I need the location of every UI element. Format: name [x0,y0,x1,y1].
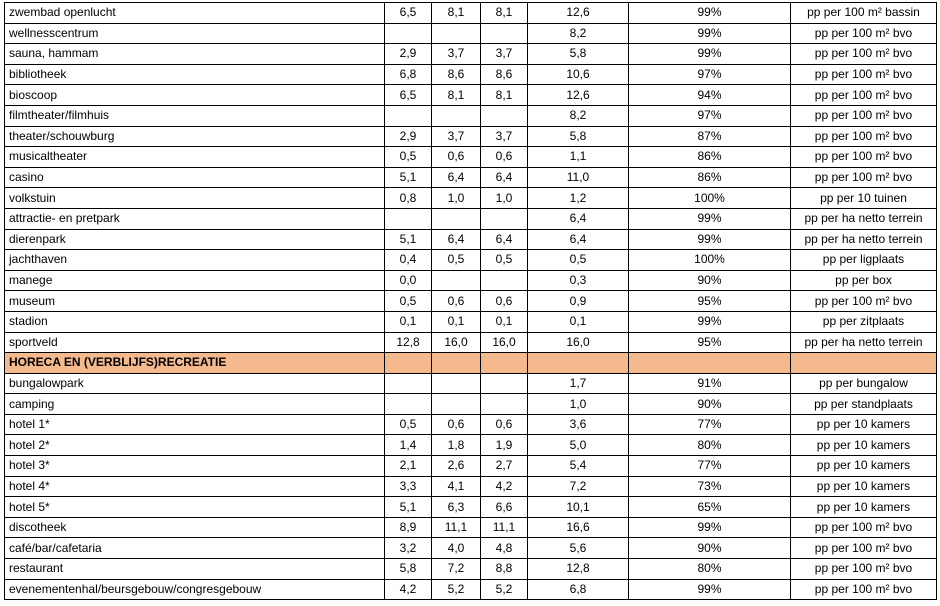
percentage-cell: 86% [629,167,791,188]
value-cell-2 [432,373,481,394]
value-cell-1: 4,2 [385,579,432,600]
percentage-cell: 99% [629,229,791,250]
value-cell-4: 0,9 [528,291,629,312]
value-cell-4: 5,8 [528,126,629,147]
unit-cell: pp per 100 m² bvo [791,105,937,126]
unit-cell: pp per 100 m² bvo [791,167,937,188]
value-cell-2: 4,0 [432,538,481,559]
percentage-cell: 99% [629,23,791,44]
value-cell-2: 1,8 [432,435,481,456]
function-cell: zwembad openlucht [5,3,385,24]
value-cell-4: 0,3 [528,270,629,291]
value-cell-3: 1,9 [481,435,528,456]
value-cell-1: 3,2 [385,538,432,559]
table-row [5,85,937,106]
value-cell-1 [385,394,432,415]
value-cell-4: 5,8 [528,44,629,65]
value-cell-4: 5,0 [528,435,629,456]
value-cell-1: 5,1 [385,497,432,518]
value-cell-1: 2,1 [385,456,432,477]
unit-cell: pp per 100 m² bvo [791,126,937,147]
function-cell: attractie- en pretpark [5,208,385,229]
function-cell: museum [5,291,385,312]
value-cell-1: 3,3 [385,476,432,497]
value-cell-1: 12,8 [385,332,432,353]
value-cell-2: 1,0 [432,188,481,209]
value-cell-3: 8,1 [481,85,528,106]
value-cell-4: 6,4 [528,229,629,250]
percentage-cell: 65% [629,497,791,518]
function-cell: bungalowpark [5,373,385,394]
value-cell-1: 1,4 [385,435,432,456]
function-cell: hotel 3* [5,456,385,477]
unit-cell: pp per ha netto terrein [791,229,937,250]
percentage-cell: 100% [629,188,791,209]
table-row [5,538,937,559]
value-cell-4: 6,8 [528,579,629,600]
unit-cell: pp per 100 m² bvo [791,147,937,168]
table-row [5,229,937,250]
unit-cell: pp per ha netto terrein [791,208,937,229]
table-row [5,559,937,580]
function-cell: restaurant [5,559,385,580]
function-cell: filmtheater/filmhuis [5,105,385,126]
function-cell: stadion [5,311,385,332]
function-cell: hotel 2* [5,435,385,456]
table-row [5,476,937,497]
value-cell-2: 5,2 [432,579,481,600]
percentage-cell: 99% [629,3,791,24]
value-cell-2: 0,1 [432,311,481,332]
value-cell-4: 12,6 [528,85,629,106]
value-cell-1: 0,0 [385,270,432,291]
value-cell-4: 1,2 [528,188,629,209]
value-cell-3 [481,394,528,415]
table-row [5,497,937,518]
value-cell-4: 0,5 [528,250,629,271]
unit-cell: pp per 10 kamers [791,456,937,477]
value-cell-4: 3,6 [528,414,629,435]
value-cell-3 [481,105,528,126]
value-cell-2: 3,7 [432,126,481,147]
value-cell-2: 3,7 [432,44,481,65]
percentage-cell: 99% [629,311,791,332]
function-cell: evenementenhal/beursgebouw/congresgebouw [5,579,385,600]
value-cell-2: 6,4 [432,167,481,188]
unit-cell: pp per 100 m² bvo [791,85,937,106]
value-cell-1 [385,23,432,44]
value-cell-3: 2,7 [481,456,528,477]
unit-cell: pp per 100 m² bvo [791,559,937,580]
value-cell-3: 8,8 [481,559,528,580]
value-cell-3: 6,4 [481,229,528,250]
value-cell-4: 5,6 [528,538,629,559]
table-row [5,188,937,209]
value-cell-1: 2,9 [385,126,432,147]
value-cell-1: 0,5 [385,414,432,435]
value-cell-1: 2,9 [385,44,432,65]
value-cell-3 [481,23,528,44]
table-row [5,414,937,435]
value-cell-1: 0,5 [385,147,432,168]
value-cell-2 [432,353,481,374]
unit-cell: pp per 100 m² bvo [791,538,937,559]
function-cell: discotheek [5,517,385,538]
function-cell: café/bar/cafetaria [5,538,385,559]
function-cell: manege [5,270,385,291]
percentage-cell: 90% [629,270,791,291]
value-cell-2: 11,1 [432,517,481,538]
unit-cell: pp per 10 kamers [791,497,937,518]
value-cell-3: 8,1 [481,3,528,24]
value-cell-1: 8,9 [385,517,432,538]
table-row [5,44,937,65]
unit-cell: pp per 10 kamers [791,414,937,435]
value-cell-1: 6,5 [385,85,432,106]
value-cell-1: 5,8 [385,559,432,580]
value-cell-4: 1,0 [528,394,629,415]
value-cell-1: 5,1 [385,167,432,188]
value-cell-3: 4,8 [481,538,528,559]
unit-cell: pp per 100 m² bvo [791,44,937,65]
table-row [5,332,937,353]
unit-cell: pp per 100 m² bvo [791,579,937,600]
function-cell: musicaltheater [5,147,385,168]
value-cell-4: 10,1 [528,497,629,518]
percentage-cell: 95% [629,291,791,312]
value-cell-3: 4,2 [481,476,528,497]
value-cell-1: 6,5 [385,3,432,24]
unit-cell: pp per box [791,270,937,291]
table-row [5,167,937,188]
value-cell-4: 16,0 [528,332,629,353]
percentage-cell: 77% [629,414,791,435]
unit-cell: pp per standplaats [791,394,937,415]
percentage-cell: 80% [629,559,791,580]
value-cell-1: 6,8 [385,64,432,85]
value-cell-3: 6,6 [481,497,528,518]
unit-cell: pp per 10 tuinen [791,188,937,209]
unit-cell: pp per 100 m² bvo [791,517,937,538]
value-cell-3: 11,1 [481,517,528,538]
percentage-cell: 73% [629,476,791,497]
value-cell-2 [432,105,481,126]
value-cell-3: 1,0 [481,188,528,209]
percentage-cell: 77% [629,456,791,477]
percentage-cell: 94% [629,85,791,106]
value-cell-3 [481,353,528,374]
value-cell-3: 8,6 [481,64,528,85]
value-cell-2: 6,3 [432,497,481,518]
percentage-cell: 90% [629,538,791,559]
table-body [5,3,937,600]
value-cell-4: 1,7 [528,373,629,394]
value-cell-2: 6,4 [432,229,481,250]
table-row [5,126,937,147]
value-cell-4: 0,1 [528,311,629,332]
value-cell-2: 0,5 [432,250,481,271]
table-row [5,3,937,24]
percentage-cell: 90% [629,394,791,415]
percentage-cell: 99% [629,579,791,600]
value-cell-3: 0,5 [481,250,528,271]
value-cell-4: 10,6 [528,64,629,85]
table-row [5,64,937,85]
parking-norms-table [4,2,937,600]
value-cell-3: 0,6 [481,414,528,435]
value-cell-3: 5,2 [481,579,528,600]
value-cell-2: 0,6 [432,147,481,168]
value-cell-4: 11,0 [528,167,629,188]
value-cell-2 [432,23,481,44]
table-row [5,311,937,332]
unit-cell: pp per bungalow [791,373,937,394]
function-cell: bioscoop [5,85,385,106]
percentage-cell: 95% [629,332,791,353]
function-cell: volkstuin [5,188,385,209]
value-cell-1: 0,4 [385,250,432,271]
value-cell-4: 1,1 [528,147,629,168]
value-cell-3: 0,6 [481,291,528,312]
function-cell: hotel 4* [5,476,385,497]
value-cell-2 [432,394,481,415]
unit-cell [791,353,937,374]
value-cell-2: 8,1 [432,85,481,106]
value-cell-1 [385,208,432,229]
percentage-cell: 87% [629,126,791,147]
table-row [5,456,937,477]
unit-cell: pp per ha netto terrein [791,332,937,353]
value-cell-4: 8,2 [528,23,629,44]
value-cell-3: 16,0 [481,332,528,353]
value-cell-2: 0,6 [432,414,481,435]
value-cell-2: 4,1 [432,476,481,497]
percentage-cell: 80% [629,435,791,456]
unit-cell: pp per zitplaats [791,311,937,332]
value-cell-1 [385,373,432,394]
percentage-cell: 99% [629,44,791,65]
value-cell-1 [385,353,432,374]
value-cell-3 [481,270,528,291]
value-cell-2: 8,6 [432,64,481,85]
unit-cell: pp per 10 kamers [791,435,937,456]
value-cell-3 [481,373,528,394]
table-row [5,291,937,312]
value-cell-1: 0,5 [385,291,432,312]
unit-cell: pp per ligplaats [791,250,937,271]
table-row [5,208,937,229]
percentage-cell: 91% [629,373,791,394]
section-title: HORECA EN (VERBLIJFS)RECREATIE [5,353,385,374]
value-cell-2: 0,6 [432,291,481,312]
function-cell: camping [5,394,385,415]
value-cell-4: 5,4 [528,456,629,477]
percentage-cell: 99% [629,208,791,229]
table-row [5,270,937,291]
value-cell-3: 3,7 [481,126,528,147]
function-cell: bibliotheek [5,64,385,85]
function-cell: sauna, hammam [5,44,385,65]
value-cell-4: 12,6 [528,3,629,24]
unit-cell: pp per 10 kamers [791,476,937,497]
value-cell-3: 3,7 [481,44,528,65]
value-cell-4: 6,4 [528,208,629,229]
percentage-cell: 99% [629,517,791,538]
function-cell: dierenpark [5,229,385,250]
unit-cell: pp per 100 m² bassin [791,3,937,24]
function-cell: casino [5,167,385,188]
table-row [5,250,937,271]
table-row [5,517,937,538]
unit-cell: pp per 100 m² bvo [791,291,937,312]
function-cell: hotel 1* [5,414,385,435]
value-cell-3: 0,1 [481,311,528,332]
unit-cell: pp per 100 m² bvo [791,23,937,44]
value-cell-1 [385,105,432,126]
value-cell-2 [432,270,481,291]
percentage-cell [629,353,791,374]
value-cell-2: 7,2 [432,559,481,580]
percentage-cell: 97% [629,64,791,85]
table-row [5,435,937,456]
value-cell-2: 2,6 [432,456,481,477]
unit-cell: pp per 100 m² bvo [791,64,937,85]
function-cell: theater/schouwburg [5,126,385,147]
function-cell: wellnesscentrum [5,23,385,44]
function-cell: sportveld [5,332,385,353]
value-cell-3: 6,4 [481,167,528,188]
percentage-cell: 100% [629,250,791,271]
value-cell-2: 8,1 [432,3,481,24]
value-cell-4: 8,2 [528,105,629,126]
value-cell-4: 16,6 [528,517,629,538]
table-row [5,105,937,126]
value-cell-4: 7,2 [528,476,629,497]
section-header-row [5,353,937,374]
table-row [5,394,937,415]
table-row [5,147,937,168]
value-cell-2: 16,0 [432,332,481,353]
function-cell: hotel 5* [5,497,385,518]
function-cell: jachthaven [5,250,385,271]
value-cell-3: 0,6 [481,147,528,168]
percentage-cell: 86% [629,147,791,168]
value-cell-1: 0,1 [385,311,432,332]
table-row [5,373,937,394]
value-cell-3 [481,208,528,229]
percentage-cell: 97% [629,105,791,126]
table-row [5,579,937,600]
value-cell-1: 0,8 [385,188,432,209]
table-row [5,23,937,44]
value-cell-4 [528,353,629,374]
value-cell-4: 12,8 [528,559,629,580]
value-cell-2 [432,208,481,229]
value-cell-1: 5,1 [385,229,432,250]
